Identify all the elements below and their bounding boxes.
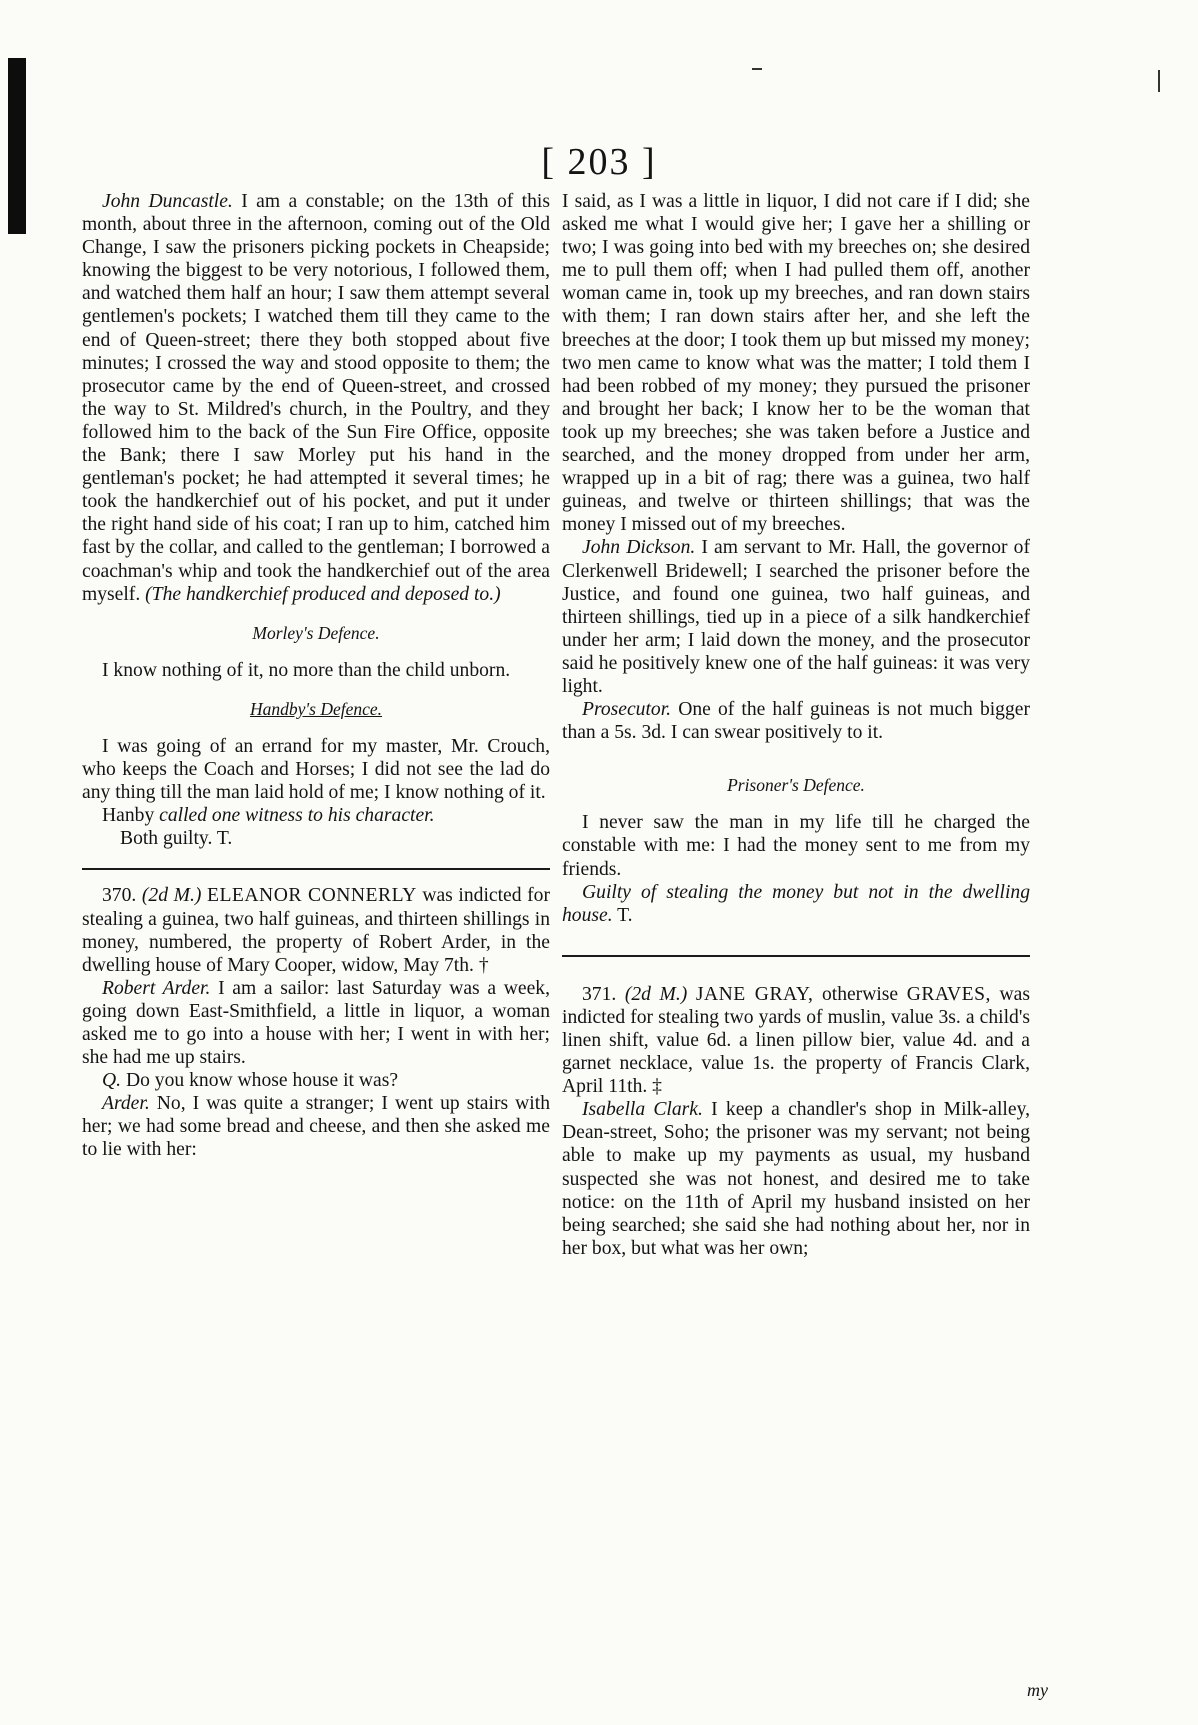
speaker-name: Arder.	[102, 1093, 150, 1115]
jury-label: (2d M.)	[616, 983, 696, 1005]
question-label: Q.	[102, 1070, 122, 1092]
speaker-name: Isabella Clark.	[582, 1099, 703, 1121]
section-divider	[82, 868, 550, 870]
section-divider	[562, 955, 1030, 957]
testimony-paragraph	[562, 1098, 1030, 1260]
testimony-paragraph	[562, 536, 1030, 698]
margin-speck	[752, 68, 762, 70]
case-heading	[562, 983, 1030, 1098]
defendant-alias: GRAVES,	[906, 983, 991, 1005]
section-heading	[82, 698, 550, 721]
question-text: Do you know whose house it was?	[121, 1070, 399, 1092]
testimony-paragraph	[82, 190, 550, 606]
testimony-text: I am a constable; on the 13th of this month, about three in the afternoon, coming out of the Old Change, I saw the prisoners picking pockets in Cheapside; knowing the biggest to be very notorious, I followed them, and watched them half an hour; I saw them attempt several gentlemen's pockets; I watched them till they came to the end of Queen-street; there they both stopped about five minutes; I crossed the way and stood opposite to them; the prosecutor came by the end of Queen-street, and crossed the way to St. Mildred's church, in the Poultry, and they followed him to the back of the Sun Fire Office, opposite the Bank; there I saw Morley put his hand in the gentleman's pocket; he had attempted it several times; he took the handkerchief out of his pocket, and put it under the right hand side of his coat; I ran up to him, catched him fast by the collar, and called to the gentleman; I borrowed a coachman's whip and took the handkerchief out of the area myself.	[82, 191, 550, 605]
witness-note-text: called one witness to his character.	[154, 805, 435, 827]
speaker-name: Robert Arder.	[102, 977, 211, 999]
continued-testimony: I said, as I was a little in liquor, I did not care if I did; she asked me what I would give her; I gave her a shilling or two; I was going into bed with my breeches on; she desired me to pull them off; when I had pulled them off, another woman came in, took up my breeches, and ran down stairs with them; I ran down stairs after her, and she left the breeches at the door; I took them up but missed my money; two men came to know what was the matter; I told them I had been robbed of my money; they pursued the prisoner and brought her back; I know her to be the woman that took up my breeches; she was taken before a Justice and searched, and the money dropped from under her arm, wrapped up in a bit of rag; there was a guinea, two half guineas, and twelve or thirteen shillings; that was the money I missed out of my breeches.	[562, 191, 1030, 536]
court-note: (The handkerchief produced and deposed to.)	[145, 583, 501, 605]
defendant-name: ELEANOR CONNERLY	[206, 885, 417, 907]
defence-paragraph: I know nothing of it, no more than the child unborn.	[102, 659, 511, 681]
defence-paragraph: I was going of an errand for my master, Mr. Crouch, who keeps the Coach and Horses; I did not see the lad do any thing till the man laid hold of me; I know nothing of it.	[82, 735, 550, 804]
verdict-mark: T.	[612, 904, 633, 926]
testimony-text: I keep a chandler's shop in Milk-alley, Dean-street, Soho; the prisoner was my servant; not being able to make up my payments as usual, my husband suspected she was not honest, and desired me to take notice: on the 11th of April my husband insisted on her being searched; she said she had nothing about her, nor in her box, but what was her own;	[562, 1099, 1030, 1259]
testimony-paragraph	[562, 698, 1030, 744]
margin-speck	[1158, 70, 1160, 92]
alias-label: otherwise	[813, 983, 907, 1005]
case-heading	[82, 884, 550, 976]
verdict	[562, 881, 1030, 927]
left-column	[82, 190, 550, 1162]
testimony-paragraph	[82, 977, 550, 1069]
testimony-text: I am a sailor: last Saturday was a week, going down East-Smithfield, a little in liquor, a woman asked me to go into a house with her; I went in with her; she had me up stairs.	[82, 977, 550, 1069]
case-number: 371.	[582, 983, 617, 1005]
defendant-name: Hanby	[102, 805, 155, 827]
jury-label: (2d M.)	[136, 885, 207, 907]
verdict-text: Guilty of stealing the money but not in the dwelling house.	[562, 881, 1030, 926]
defendant-name: JANE GRAY,	[695, 983, 814, 1005]
speaker-name: John Duncastle.	[102, 191, 233, 212]
catchword: my	[1027, 1680, 1048, 1700]
question-paragraph	[82, 1069, 550, 1092]
answer-text: No, I was quite a stranger; I went up stairs with her; we had some bread and cheese, and then she asked me to lie with her:	[82, 1093, 550, 1161]
testimony-text: I am servant to Mr. Hall, the governor of Clerkenwell Bridewell; I searched the prisoner before the Justice, and found one guinea, two half guineas, and thirteen shillings, tied up in a piece of a silk handkerchief under her arm; I laid down the money, and the prosecutor said he positively knew one of the half guineas: it was very light.	[562, 537, 1030, 697]
speaker-name: John Dickson.	[582, 537, 696, 559]
verdict: Both guilty. T.	[120, 828, 233, 850]
witness-note	[82, 804, 550, 827]
right-column	[562, 190, 1030, 1260]
case-number: 370.	[102, 885, 137, 907]
speaker-name: Prosecutor.	[582, 699, 672, 721]
section-heading: Prisoner's Defence.	[727, 775, 865, 796]
testimony-text: One of the half guineas is not much bigger than a 5s. 3d. I can swear positively to it.	[562, 699, 1030, 744]
page-number: [ 203 ]	[541, 141, 657, 183]
indictment-text: was indicted for stealing a guinea, two half guineas, and thirteen shillings in money, numbered, the property of Robert Arder, in the dwelling house of Mary Cooper, widow, May 7th. †	[82, 885, 550, 976]
indictment-text: was indicted for stealing two yards of muslin, value 3s. a child's linen shift, value 6d. a linen pillow bier, value 4d. and a garnet necklace, value 1s. the property of Francis Clark, April 11th. ‡	[562, 983, 1030, 1098]
section-heading: Morley's Defence.	[252, 622, 380, 643]
section-heading-text: Handby's Defence.	[249, 698, 383, 719]
defence-paragraph: I never saw the man in my life till he charged the constable with me: I had the money sent to me from my friends.	[562, 812, 1030, 880]
answer-paragraph	[82, 1092, 550, 1161]
